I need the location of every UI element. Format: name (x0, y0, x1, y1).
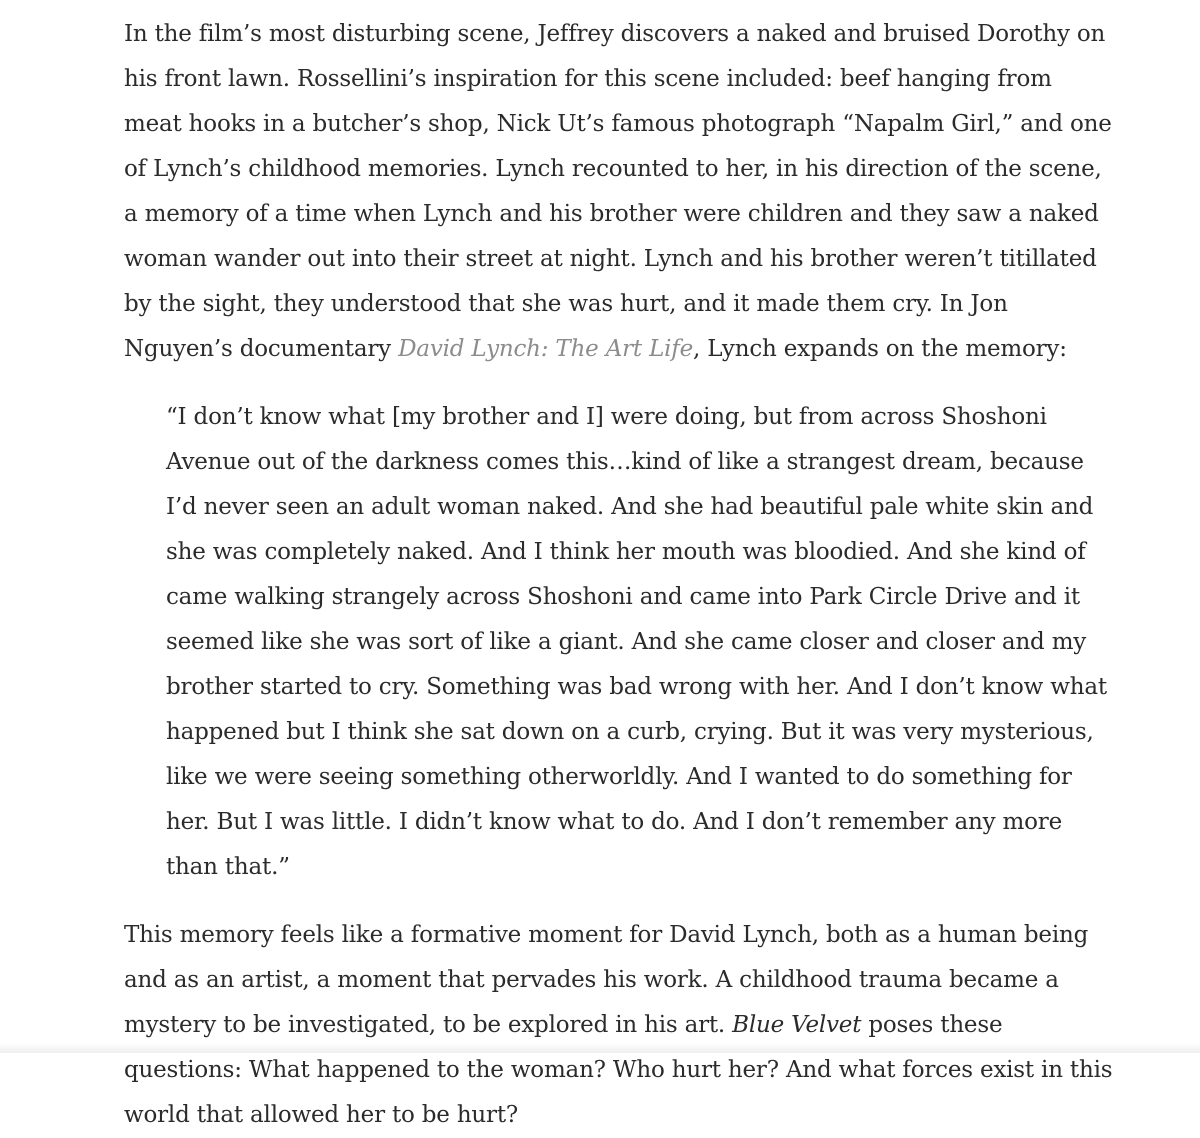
paragraph-conclusion-text: This memory feels like a formative moment for David Lynch, both as a human being and as an artist, a moment that pervades his work. A childhood trauma became a mystery to be investigated, to be explored in his art. (124, 922, 1089, 1038)
paragraph-conclusion (124, 913, 1114, 1138)
article-body (124, 12, 1114, 1138)
paragraph-intro-text: In the film’s most disturbing scene, Jeffrey discovers a naked and bruised Dorothy on his front lawn. Rossellini’s inspiration for this scene included: beef hanging from meat hooks in a butcher’s shop, Nick Ut’s famous photograph “Napalm Girl,” and one of Lynch’s childhood memories. Lynch recounted to her, in his direction of the scene, a memory of a time when Lynch and his brother were children and they saw a naked woman wander out into their street at night. Lynch and his brother weren’t titillated by the sight, they understood that she was hurt, and it made them cry. In Jon Nguyen’s documentary (124, 21, 1112, 362)
paragraph-conclusion-tail: poses these questions: What happened to the woman? Who hurt her? And what forces exist in this world that allowed her to be hurt? (124, 1012, 1113, 1128)
paragraph-intro-tail: , Lynch expands on the memory: (693, 336, 1067, 362)
bottom-fade (0, 1043, 1200, 1053)
film-title: Blue Velvet (732, 1012, 862, 1038)
paragraph-intro (124, 12, 1114, 372)
lynch-quote: “I don’t know what [my brother and I] were doing, but from across Shoshoni Avenue out of the darkness comes this…kind of like a strangest dream, because I’d never seen an adult woman naked. And she had beautiful pale white skin and she was completely naked. And I think her mouth was bloodied. And she kind of came walking strangely across Shoshoni and came into Park Circle Drive and it seemed like she was sort of like a giant. And she came closer and closer and my brother started to cry. Something was bad wrong with her. And I don’t know what happened but I think she sat down on a curb, crying. But it was very mysterious, like we were seeing something otherworldly. And I wanted to do something for her. But I was little. I didn’t know what to do. And I don’t remember any more than that.” (166, 404, 1107, 880)
documentary-link[interactable]: David Lynch: The Art Life (398, 336, 694, 362)
